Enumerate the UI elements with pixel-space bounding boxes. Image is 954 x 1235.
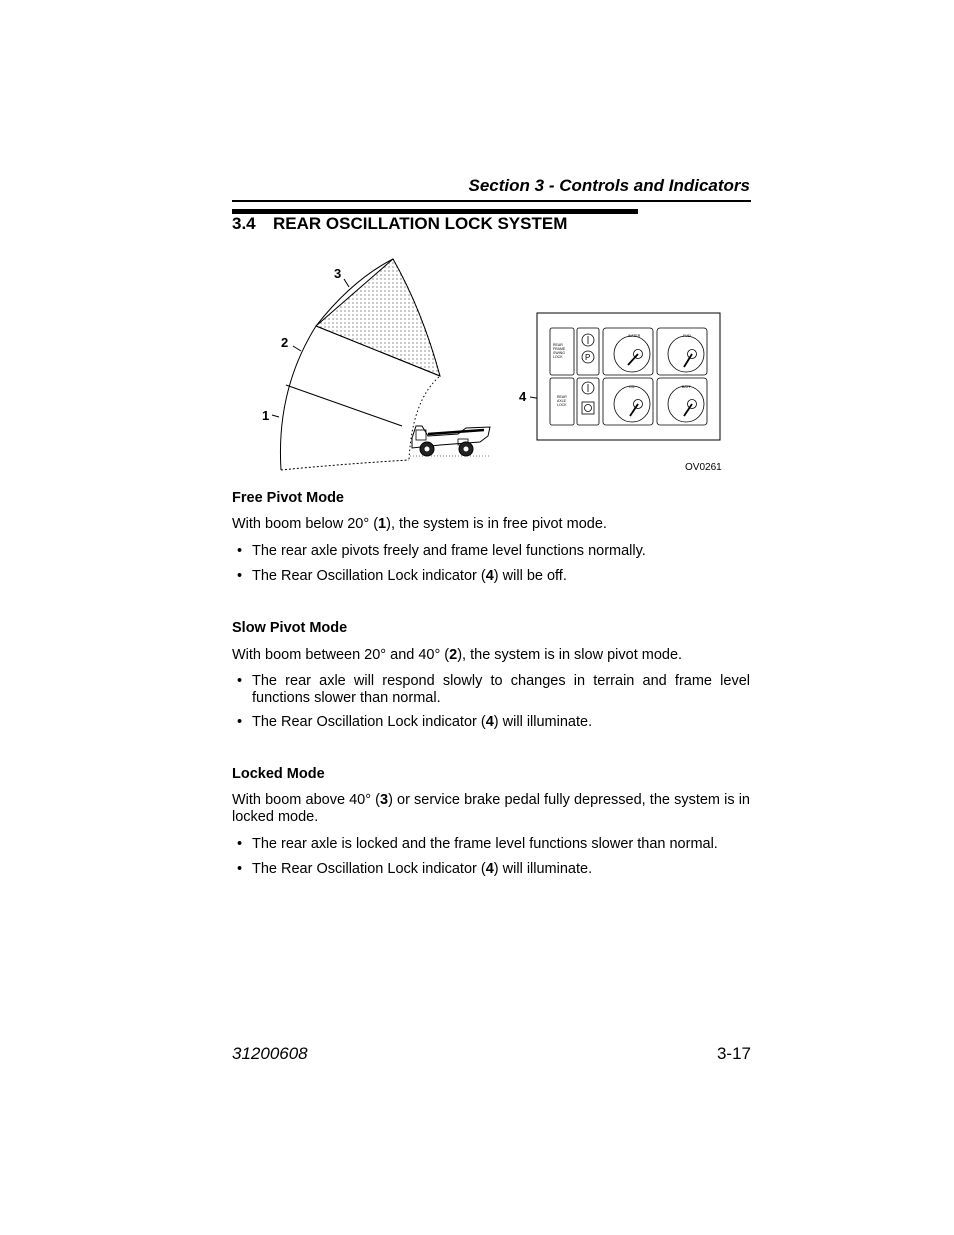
slow-pivot-bullet-1: • The rear axle will respond slowly to changes in terrain and frame level functions slower than normal. xyxy=(237,673,750,706)
boom-angle-figure xyxy=(232,250,752,482)
section-header: Section 3 - Controls and Indicators xyxy=(468,176,750,195)
gauge-oil-label: OIL xyxy=(629,385,635,389)
callout-4: 4 xyxy=(519,389,527,404)
gauge-water-label: WATER xyxy=(628,334,641,338)
callout-1: 1 xyxy=(262,408,270,423)
free-pivot-intro: With boom below 20° (1), the system is in free pivot mode. xyxy=(232,516,607,532)
figure-id: OV0261 xyxy=(685,462,722,473)
page-number: 3-17 xyxy=(716,1044,751,1063)
locked-bullet-1: • The rear axle is locked and the frame level functions slower than normal. xyxy=(237,836,718,852)
locked-bullet-2: • The Rear Oscillation Lock indicator (4) will illuminate. xyxy=(237,861,593,877)
panel-label-axle: AXLE xyxy=(557,399,566,403)
telehandler-illustration xyxy=(410,426,490,456)
panel-label-lock-1: LOCK xyxy=(553,355,563,359)
heading-title: REAR OSCILLATION LOCK SYSTEM xyxy=(273,214,568,233)
slow-pivot-intro: With boom between 20° and 40° (2), the system is in slow pivot mode. xyxy=(232,647,683,663)
heading-number: 3.4 xyxy=(232,214,256,233)
free-pivot-bullet-2: • The Rear Oscillation Lock indicator (4) will be off. xyxy=(237,568,567,584)
slow-pivot-bullet-2: • The Rear Oscillation Lock indicator (4) will illuminate. xyxy=(237,714,593,730)
panel-label-rear-1: REAR xyxy=(553,343,563,347)
panel-label-frame: FRAME xyxy=(553,347,566,351)
instrument-panel xyxy=(537,313,720,440)
gauge-batt-label: BATT xyxy=(682,385,691,389)
panel-label-rear-2: REAR xyxy=(557,395,567,399)
svg-text:P: P xyxy=(585,353,591,362)
header-rule xyxy=(232,200,751,202)
locked-intro: With boom above 40° (3) or service brake pedal fully depressed, the system is in locked mode. xyxy=(232,792,750,825)
document-number: 31200608 xyxy=(232,1044,308,1063)
panel-label-lock-2: LOCK xyxy=(557,403,567,407)
locked-heading: Locked Mode xyxy=(232,766,325,782)
callout-3: 3 xyxy=(334,266,342,281)
gauge-fuel-label: FUEL xyxy=(683,334,692,338)
free-pivot-bullet-1: • The rear axle pivots freely and frame level functions normally. xyxy=(237,543,646,559)
panel-label-swing: SWING xyxy=(553,351,565,355)
free-pivot-heading: Free Pivot Mode xyxy=(232,490,344,506)
slow-pivot-heading: Slow Pivot Mode xyxy=(232,620,348,636)
section-heading xyxy=(232,214,567,234)
callout-2: 2 xyxy=(281,335,289,350)
